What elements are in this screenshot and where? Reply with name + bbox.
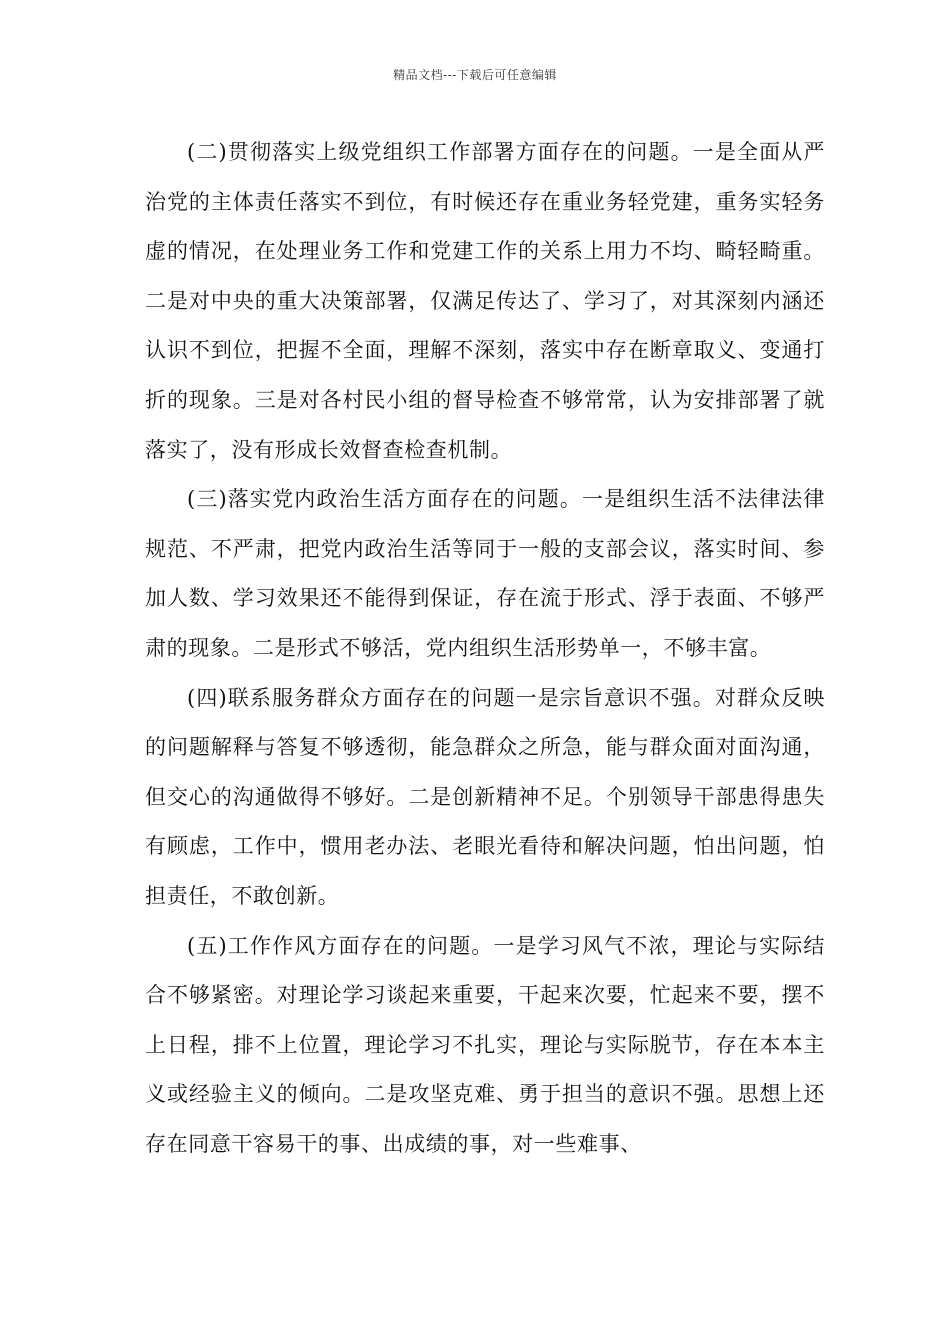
paragraph-3: (三)落实党内政治生活方面存在的问题。一是组织生活不法律法律规范、不严肃，把党内政治生活等同于一般的支部会议，落实时间、参加人数、学习效果还不能得到保证，存在流于形式、浮于表面、不够严肃的现象。二是形式不够活，党内组织生活形势单一，不够丰富。 xyxy=(145,487,825,660)
document-body xyxy=(145,128,825,1169)
page-header: 精品文档---下载后可任意编辑 xyxy=(393,68,557,82)
paragraph-2: (二)贯彻落实上级党组织工作部署方面存在的问题。一是全面从严治党的主体责任落实不到位，有时候还存在重业务轻党建，重务实轻务虚的情况，在处理业务工作和党建工作的关系上用力不均、畸轻畸重。二是对中央的重大决策部署，仅满足传达了、学习了，对其深刻内涵还认识不到位，把握不全面，理解不深刻，落实中存在断章取义、变通打折的现象。三是对各村民小组的督导检查不够常常，认为安排部署了就落实了，没有形成长效督查检查机制。 xyxy=(145,140,825,462)
paragraph-4: (四)联系服务群众方面存在的问题一是宗旨意识不强。对群众反映的问题解释与答复不够透彻，能急群众之所急，能与群众面对面沟通，但交心的沟通做得不够好。二是创新精神不足。个别领导干部患得患失有顾虑，工作中，惯用老办法、老眼光看待和解决问题，怕出问题，怕担责任，不敢创新。 xyxy=(145,685,825,908)
paragraph-5: (五)工作作风方面存在的问题。一是学习风气不浓，理论与实际结合不够紧密。对理论学习谈起来重要，干起来次要，忙起来不要，摆不上日程，排不上位置，理论学习不扎实，理论与实际脱节，存在本本主义或经验主义的倾向。二是攻坚克难、勇于担当的意识不强。思想上还存在同意干容易干的事、出成绩的事，对一些难事、 xyxy=(145,933,825,1156)
